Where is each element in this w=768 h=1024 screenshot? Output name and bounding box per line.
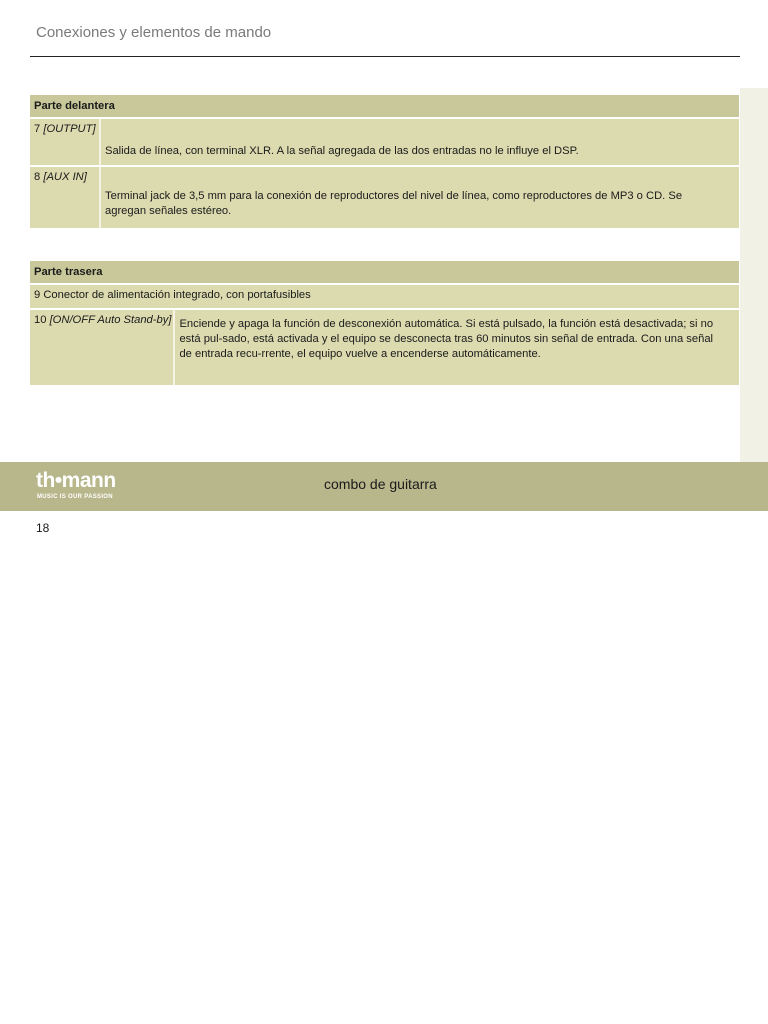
row-description [101, 119, 739, 165]
header-divider [30, 56, 740, 57]
row-number: 7 [34, 123, 41, 135]
row-label-text: [AUX IN] [43, 171, 87, 183]
row-label [30, 119, 101, 165]
table-header-row [30, 261, 739, 283]
table-header-row [30, 95, 739, 117]
brand-tagline: MUSIC IS OUR PASSION [37, 494, 113, 500]
table-row [30, 285, 739, 308]
front-panel-heading: Parte delantera [30, 95, 739, 117]
table-row [30, 119, 739, 165]
front-panel-table [30, 93, 739, 230]
table-row [30, 310, 739, 385]
table-row [30, 167, 739, 228]
row-label-text: [ON/OFF Auto Stand-by] [49, 314, 172, 326]
row-full-text: 9 Conector de alimentación integrado, con portafusibles [30, 285, 739, 308]
row-description-text: Enciende y apaga la función de desconexión automática. Si está pulsado, la función está desactivada; si no está pul-sado, está activada y el equipo se desconecta tras 60 minutos sin señal de entrada. Con una señal de entrada recu-rrente, el equipo vuelve a encenderse automáticamente. [179, 318, 714, 360]
row-number: 10 [34, 314, 47, 326]
rear-panel-table [30, 259, 739, 387]
row-description [101, 167, 739, 228]
row-label-text: [OUTPUT] [43, 123, 96, 135]
row-number: 8 [34, 171, 41, 183]
footer-product-name: combo de guitarra [324, 476, 437, 492]
row-description-text: Terminal jack de 3,5 mm para la conexión de reproductores del nivel de línea, como reproductores de MP3 o CD. Se agregan señales estéreo. [105, 190, 683, 217]
row-label [30, 167, 101, 228]
side-margin-strip [740, 88, 768, 462]
row-description [175, 310, 739, 385]
brand-logo: th•mann [36, 469, 116, 492]
page-header-title: Conexiones y elementos de mando [36, 24, 272, 41]
row-description-text: Salida de línea, con terminal XLR. A la señal agregada de las dos entradas no le influye el DSP. [105, 145, 579, 157]
page-number: 18 [36, 521, 50, 535]
row-label [30, 310, 175, 385]
rear-panel-heading: Parte trasera [30, 261, 739, 283]
